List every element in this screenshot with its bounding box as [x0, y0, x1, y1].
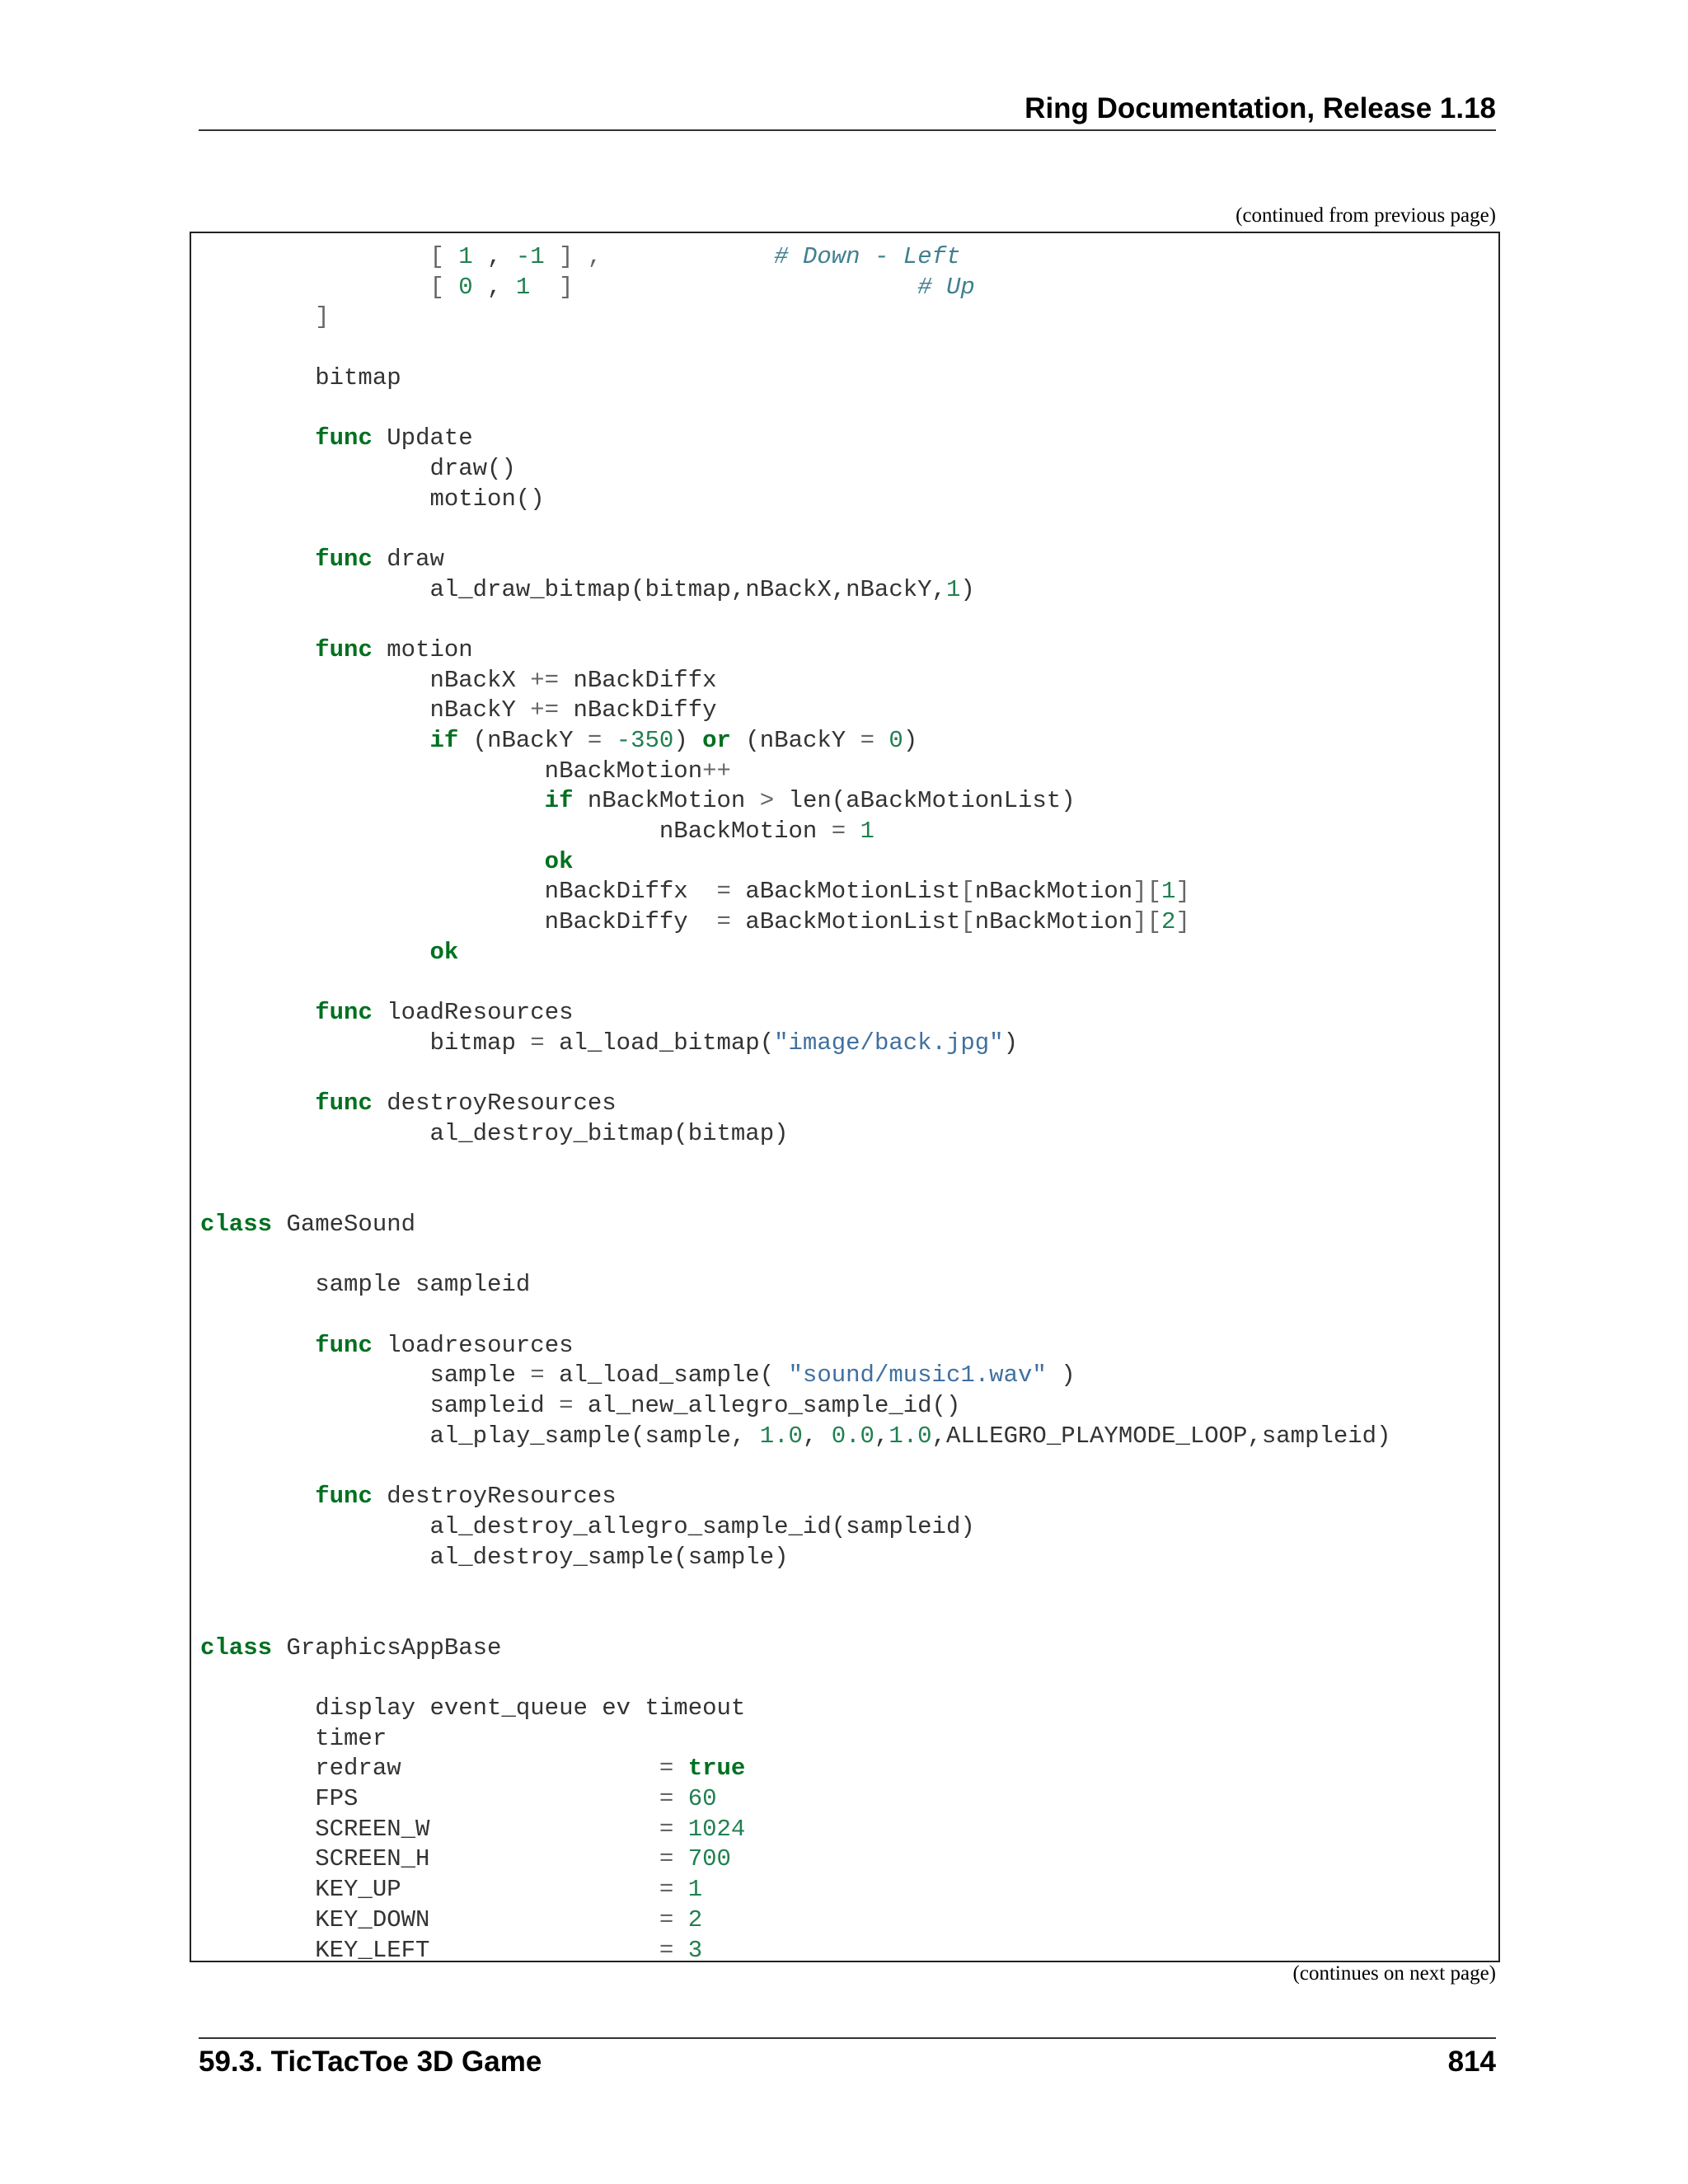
code-line — [200, 393, 1390, 424]
code-token: ok — [544, 847, 574, 875]
code-token: , — [874, 1422, 889, 1450]
code-line — [200, 1301, 1390, 1331]
code-token: func — [315, 545, 373, 573]
code-token: func — [315, 1331, 373, 1359]
code-token — [200, 546, 315, 573]
code-token: bitmap — [200, 363, 401, 391]
code-line — [200, 1633, 1390, 1664]
code-token: ][ — [1132, 908, 1162, 936]
page-number: 814 — [1447, 2046, 1496, 2078]
code-token: # Up — [917, 273, 975, 301]
code-line — [200, 605, 1390, 635]
code-token: (nBackY — [730, 727, 860, 754]
code-token: ++ — [702, 757, 731, 785]
code-token — [444, 274, 458, 301]
code-token — [846, 818, 860, 845]
code-token: func — [315, 999, 373, 1027]
code-token: draw — [372, 545, 444, 573]
code-token: ) — [1003, 1029, 1018, 1057]
code-token — [200, 303, 315, 330]
code-line — [200, 1815, 1390, 1845]
code-token: al_play_sample(sample, — [200, 1422, 760, 1450]
code-token: SCREEN_W — [200, 1815, 659, 1843]
document-title: Ring Documentation, Release 1.18 — [1025, 92, 1496, 124]
code-line — [200, 938, 1390, 968]
code-token: func — [315, 1483, 373, 1511]
continued-from-previous-note: (continued from previous page) — [1236, 204, 1496, 227]
code-token: 1 — [458, 243, 473, 270]
code-token: = — [716, 878, 731, 906]
code-token: nBackMotion — [573, 787, 760, 815]
code-token: (nBackY — [458, 727, 588, 754]
code-line — [200, 363, 1390, 394]
code-token — [574, 274, 918, 301]
code-line — [200, 1059, 1390, 1090]
code-token: = — [716, 908, 731, 936]
code-token: ) — [960, 575, 975, 603]
code-token: 2 — [687, 1905, 703, 1933]
code-token: display event_queue ev timeout — [200, 1694, 746, 1722]
code-token: sample sampleid — [200, 1271, 531, 1299]
code-token: if — [544, 787, 574, 815]
code-token: [ — [960, 878, 975, 906]
header-rule — [199, 129, 1496, 131]
code-listing — [200, 242, 1390, 1962]
code-line — [200, 1150, 1390, 1180]
code-line — [200, 302, 1390, 333]
code-line — [200, 877, 1390, 907]
code-token: [ — [429, 243, 444, 270]
code-token: 1.0 — [759, 1422, 803, 1450]
code-token — [673, 1906, 687, 1933]
code-token: or — [702, 727, 731, 754]
code-line — [200, 1936, 1390, 1963]
code-token — [200, 243, 429, 270]
code-line — [200, 1210, 1390, 1240]
code-token: draw() — [200, 454, 516, 482]
code-line — [200, 1844, 1390, 1875]
code-token: class — [200, 1633, 273, 1661]
code-token: = — [659, 1755, 674, 1783]
code-token: "sound/music1.wav" — [788, 1361, 1047, 1390]
code-line — [200, 242, 1390, 273]
code-token: 0 — [458, 273, 473, 301]
code-token: FPS — [200, 1785, 659, 1813]
code-token: = — [860, 727, 875, 754]
code-token: motion() — [200, 485, 545, 513]
code-token: 2 — [1161, 908, 1176, 936]
code-line — [200, 1543, 1390, 1573]
code-token — [200, 1090, 315, 1117]
code-token: ] — [315, 303, 330, 331]
code-token: al_draw_bitmap(bitmap,nBackX,nBackY, — [200, 575, 946, 603]
code-line — [200, 786, 1390, 817]
code-token: nBackMotion — [974, 908, 1133, 936]
code-line — [200, 1754, 1390, 1784]
code-token: aBackMotionList — [730, 878, 961, 906]
code-token: timer — [200, 1724, 387, 1752]
code-token: 3 — [687, 1936, 703, 1962]
code-token — [200, 424, 315, 452]
code-token — [673, 1937, 687, 1963]
code-line — [200, 545, 1390, 575]
code-token: = — [659, 1876, 674, 1904]
code-line — [200, 968, 1390, 999]
code-token — [200, 274, 429, 301]
code-line — [200, 1240, 1390, 1271]
code-token: Update — [372, 424, 473, 452]
code-line — [200, 726, 1390, 757]
code-token: func — [315, 424, 373, 452]
code-token — [200, 939, 429, 966]
code-token: , — [802, 1422, 832, 1450]
code-token: al_destroy_allegro_sample_id(sampleid) — [200, 1512, 975, 1540]
code-token: SCREEN_H — [200, 1845, 659, 1873]
code-token — [874, 727, 889, 754]
code-line — [200, 1603, 1390, 1633]
code-token: KEY_UP — [200, 1876, 659, 1904]
code-token — [200, 787, 545, 814]
code-token — [200, 636, 315, 663]
code-token: motion — [372, 635, 473, 663]
continues-on-next-note: (continues on next page) — [1292, 1962, 1496, 1985]
code-token: ) — [673, 727, 703, 754]
code-line — [200, 1029, 1390, 1059]
code-line — [200, 485, 1390, 515]
code-line — [200, 575, 1390, 606]
code-token: ok — [429, 938, 459, 966]
code-line — [200, 1663, 1390, 1694]
code-token: ] — [1175, 878, 1190, 906]
code-token: al_load_sample( — [544, 1361, 789, 1390]
code-token: func — [315, 1090, 373, 1118]
code-line — [200, 273, 1390, 303]
code-token: redraw — [200, 1755, 659, 1783]
code-line — [200, 1119, 1390, 1150]
code-token: nBackMotion — [200, 757, 703, 785]
code-token: GameSound — [272, 1211, 416, 1238]
code-token: = — [530, 1361, 545, 1390]
code-line — [200, 1331, 1390, 1361]
code-line — [200, 1572, 1390, 1603]
code-token: al_destroy_sample(sample) — [200, 1543, 789, 1571]
code-token: ,ALLEGRO_PLAYMODE_LOOP,sampleid) — [931, 1422, 1391, 1450]
code-token — [200, 848, 545, 875]
code-token: = — [659, 1905, 674, 1933]
code-token: nBackMotion — [200, 818, 832, 846]
code-token: class — [200, 1211, 273, 1238]
code-line — [200, 1905, 1390, 1936]
code-line — [200, 1694, 1390, 1724]
code-token: KEY_LEFT — [200, 1936, 659, 1962]
code-token — [673, 1785, 687, 1812]
code-line — [200, 1179, 1390, 1210]
code-line — [200, 635, 1390, 666]
code-token — [200, 999, 315, 1026]
code-line — [200, 1512, 1390, 1543]
code-token: , — [472, 273, 516, 301]
code-token — [200, 727, 429, 754]
code-token: = — [831, 818, 846, 846]
code-token: = — [659, 1785, 674, 1813]
code-token: destroyResources — [372, 1090, 617, 1118]
code-token: nBackDiffx — [559, 666, 717, 694]
code-token: ] , — [544, 243, 603, 270]
code-token: ) — [903, 727, 918, 754]
code-token: = — [587, 727, 603, 754]
code-line — [200, 907, 1390, 938]
code-token: loadResources — [372, 999, 574, 1027]
code-token: 1 — [1161, 878, 1176, 906]
code-token — [673, 1876, 687, 1903]
code-line — [200, 1391, 1390, 1422]
code-token: nBackDiffx — [200, 878, 717, 906]
code-token: 1.0 — [889, 1422, 932, 1450]
code-token — [444, 243, 458, 270]
code-token: 60 — [687, 1785, 717, 1813]
code-token: al_load_bitmap( — [544, 1029, 775, 1057]
code-line — [200, 666, 1390, 696]
code-token: len(aBackMotionList) — [774, 787, 1076, 815]
code-line — [200, 1422, 1390, 1452]
code-token: [ — [960, 908, 975, 936]
code-token — [602, 727, 616, 754]
section-title: 59.3. TicTacToe 3D Game — [199, 2046, 542, 2078]
code-token: 1 — [687, 1876, 703, 1904]
code-line — [200, 424, 1390, 454]
code-line — [200, 1270, 1390, 1301]
code-token: loadresources — [372, 1331, 574, 1359]
code-token — [200, 1483, 315, 1510]
code-token — [673, 1816, 687, 1843]
code-block — [190, 232, 1500, 1962]
code-token: sample — [200, 1361, 531, 1390]
code-line — [200, 1361, 1390, 1391]
code-token: nBackDiffy — [559, 696, 717, 724]
code-token: destroyResources — [372, 1483, 617, 1511]
code-line — [200, 1452, 1390, 1483]
code-token: bitmap — [200, 1029, 531, 1057]
code-token: aBackMotionList — [730, 908, 961, 936]
code-token: 0 — [889, 727, 903, 754]
code-token — [673, 1755, 687, 1782]
code-token: = — [659, 1936, 674, 1962]
code-token: nBackX — [200, 666, 531, 694]
code-line — [200, 1089, 1390, 1119]
code-line — [200, 757, 1390, 787]
code-token: -350 — [616, 727, 674, 754]
code-token: al_destroy_bitmap(bitmap) — [200, 1119, 789, 1147]
code-token: > — [759, 787, 775, 815]
code-token: ] — [1175, 908, 1190, 936]
footer-rule — [199, 2037, 1496, 2039]
code-line — [200, 817, 1390, 847]
code-token: sampleid — [200, 1392, 560, 1420]
code-line — [200, 1875, 1390, 1905]
code-token: # Down - Left — [774, 243, 961, 270]
code-token: [ — [429, 273, 444, 301]
code-token: 1024 — [687, 1815, 746, 1843]
code-line — [200, 998, 1390, 1029]
code-token: al_new_allegro_sample_id() — [573, 1392, 961, 1420]
code-line — [200, 847, 1390, 878]
code-line — [200, 696, 1390, 726]
code-token: 1 — [860, 818, 874, 846]
code-token: -1 — [515, 243, 545, 270]
code-line — [200, 1482, 1390, 1512]
code-line — [200, 454, 1390, 485]
code-token: GraphicsAppBase — [272, 1633, 502, 1661]
code-token: = — [659, 1845, 674, 1873]
code-token: 700 — [687, 1845, 731, 1873]
code-token — [673, 1845, 687, 1872]
code-token: KEY_DOWN — [200, 1905, 659, 1933]
code-token: nBackMotion — [974, 878, 1133, 906]
code-token: = — [559, 1392, 574, 1420]
code-token: , — [472, 243, 516, 270]
code-token: = — [659, 1815, 674, 1843]
code-token: 0.0 — [831, 1422, 874, 1450]
code-token — [200, 1332, 315, 1359]
code-token: true — [687, 1755, 746, 1783]
code-token — [602, 243, 774, 270]
code-line — [200, 1724, 1390, 1755]
code-token: += — [530, 666, 560, 694]
code-token: func — [315, 635, 373, 663]
code-line — [200, 333, 1390, 363]
code-token: += — [530, 696, 560, 724]
code-token: ][ — [1132, 878, 1162, 906]
code-token: ) — [1046, 1361, 1076, 1390]
code-token: nBackDiffy — [200, 908, 717, 936]
code-line — [200, 514, 1390, 545]
code-token: "image/back.jpg" — [774, 1029, 1004, 1057]
code-token: 1 — [515, 273, 531, 301]
code-token: ] — [530, 273, 574, 301]
code-line — [200, 1784, 1390, 1815]
code-token: nBackY — [200, 696, 531, 724]
code-token: 1 — [945, 575, 961, 603]
code-token: if — [429, 727, 459, 754]
code-token: = — [530, 1029, 545, 1057]
